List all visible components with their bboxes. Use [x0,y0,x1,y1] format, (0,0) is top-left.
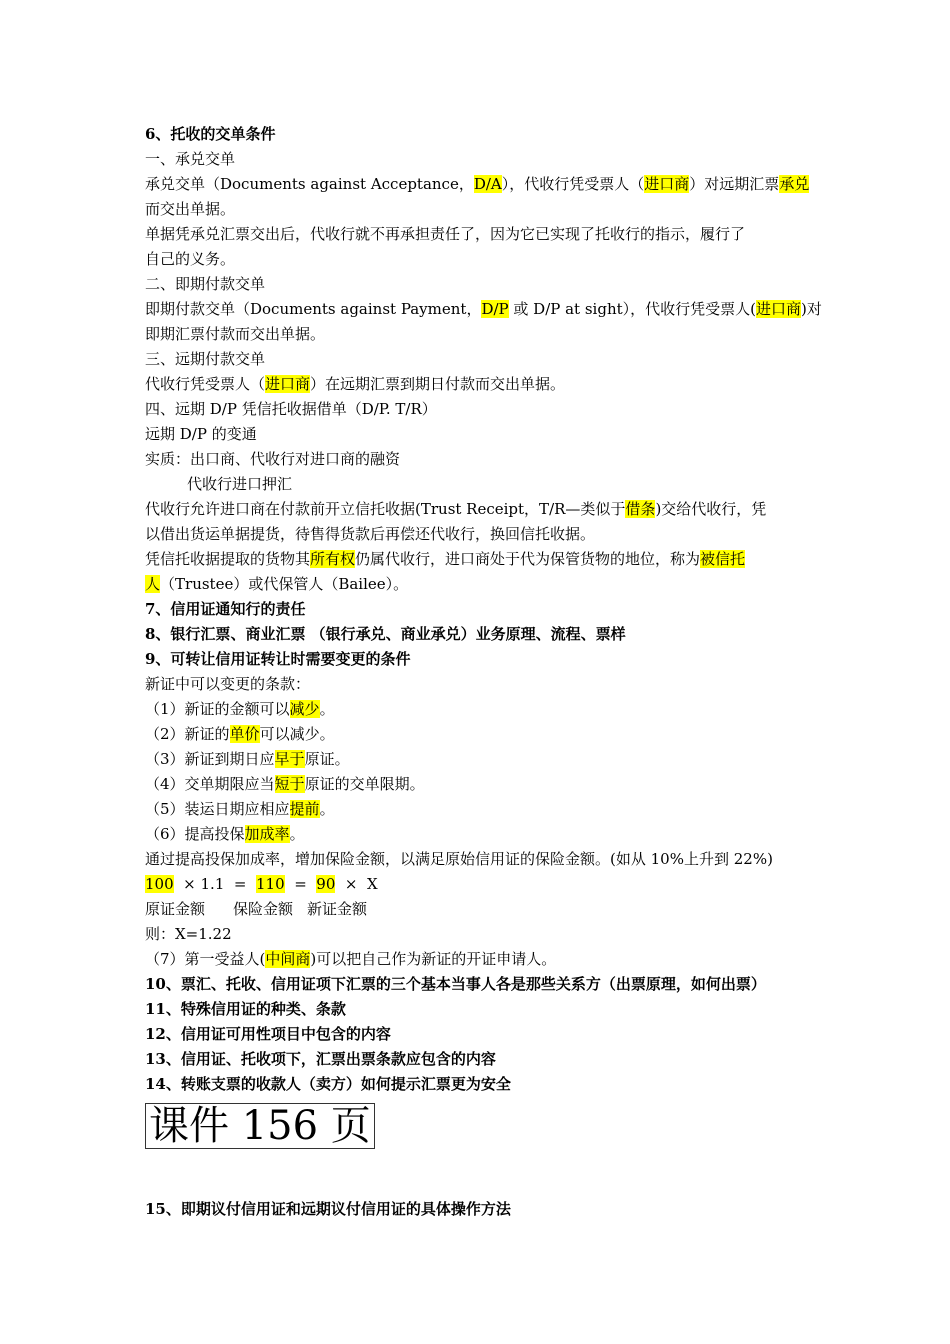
paragraph-line: 代收行允许进口商在付款前开立信托收据(Trust Receipt，T/R—类似于借条)交给代收行，凭 [145,500,767,518]
heading-7: 7、信用证通知行的责任 [145,600,306,618]
paragraph-line: 则：X=1.22 [145,925,232,943]
courseware-page-note: 课件 156 页 [145,1103,375,1149]
subheading-1: 一、承兑交单 [145,150,236,168]
highlight: 承兑 [779,175,810,193]
heading-8: 8、银行汇票、商业汇票 （银行承兑、商业承兑）业务原理、流程、票样 [145,625,626,643]
paragraph-line: 单据凭承兑汇票交出后，代收行就不再承担责任了，因为它已实现了托收行的指示，履行了 [145,225,746,243]
paragraph-line: 而交出单据。 [145,200,236,218]
highlight: 加成率 [244,825,290,843]
highlight: 早于 [274,750,305,768]
paragraph-line: 新证中可以变更的条款： [145,675,311,693]
list-item: （2）新证的单价可以减少。 [145,725,335,743]
paragraph-line: 自己的义务。 [145,250,236,268]
highlight: 90 [316,875,336,893]
highlight: 提前 [289,800,320,818]
highlight: 人 [145,575,161,593]
paragraph-line: 代收行凭受票人（进口商）在远期汇票到期日付款而交出单据。 [145,375,566,393]
paragraph-line: 实质：出口商、代收行对进口商的融资 [145,450,401,468]
heading-6: 6、托收的交单条件 [145,125,276,143]
highlight: 中间商 [265,950,311,968]
highlight: 借条 [625,500,656,518]
paragraph-line: 人（Trustee）或代保管人（Bailee）。 [145,575,409,593]
highlight: D/P [481,300,509,318]
list-item: （3）新证到期日应早于原证。 [145,750,350,768]
subheading-3: 三、远期付款交单 [145,350,266,368]
heading-15: 15、即期议付信用证和远期议付信用证的具体操作方法 [145,1200,511,1218]
list-item: （7）第一受益人(中间商)可以把自己作为新证的开证申请人。 [145,950,557,968]
paragraph-line: 代收行进口押汇 [187,475,293,493]
list-item: （6）提高投保加成率。 [145,825,305,843]
highlight: 被信托 [700,550,746,568]
paragraph-line: 即期付款交单（Documents against Payment，D/P 或 D/P at sight），代收行凭受票人(进口商)对 [145,300,822,318]
paragraph-line: 远期 D/P 的变通 [145,425,257,443]
paragraph-line: 承兑交单（Documents against Acceptance，D/A），代收行凭受票人（进口商）对远期汇票承兑 [145,175,810,193]
formula-labels: 原证金额 保险金额 新证金额 [145,900,368,918]
highlight: 进口商 [644,175,690,193]
paragraph-line: 即期汇票付款而交出单据。 [145,325,326,343]
heading-13: 13、信用证、托收项下，汇票出票条款应包含的内容 [145,1050,496,1068]
paragraph-line: 通过提高投保加成率，增加保险金额，以满足原始信用证的保险金额。(如从 10%上升到 22%) [145,850,773,868]
heading-11: 11、特殊信用证的种类、条款 [145,1000,346,1018]
heading-9: 9、可转让信用证转让时需要变更的条件 [145,650,411,668]
subheading-2: 二、即期付款交单 [145,275,266,293]
formula-line: 100 × 1.1 = 110 = 90 × X [145,875,378,893]
document-page [145,122,822,1222]
heading-10: 10、票汇、托收、信用证项下汇票的三个基本当事人各是那些关系方（出票原理，如何出票） [145,975,766,993]
highlight: 进口商 [265,375,311,393]
highlight: 所有权 [310,550,356,568]
highlight: 减少 [289,700,320,718]
highlight: D/A [473,175,502,193]
subheading-4: 四、远期 D/P 凭信托收据借单（D/P. T/R） [145,400,437,418]
highlight: 短于 [274,775,305,793]
highlight: 进口商 [756,300,802,318]
highlight: 110 [256,875,285,893]
highlight: 100 [145,875,174,893]
heading-12: 12、信用证可用性项目中包含的内容 [145,1025,391,1043]
list-item: （4）交单期限应当短于原证的交单限期。 [145,775,425,793]
paragraph-line: 凭信托收据提取的货物其所有权仍属代收行，进口商处于代为保管货物的地位，称为被信托 [145,550,746,568]
list-item: （1）新证的金额可以减少。 [145,700,335,718]
highlight: 单价 [229,725,260,743]
paragraph-line: 以借出货运单据提货，待售得货款后再偿还代收行，换回信托收据。 [145,525,596,543]
heading-14: 14、转账支票的收款人（卖方）如何提示汇票更为安全 [145,1075,511,1093]
list-item: （5）装运日期应相应提前。 [145,800,335,818]
